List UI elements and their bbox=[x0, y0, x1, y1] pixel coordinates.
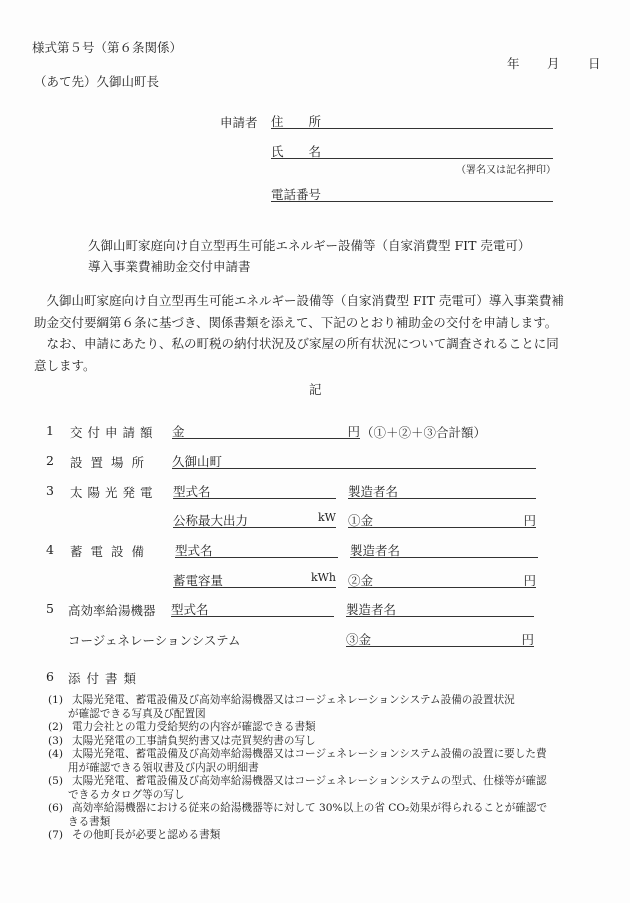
item3-number: 3 bbox=[46, 483, 54, 498]
attachment-number: (5) bbox=[48, 775, 64, 787]
solar-maker-label: 製造者名 bbox=[348, 484, 399, 499]
item4-number: 4 bbox=[46, 542, 54, 557]
attachment-item bbox=[48, 721, 618, 735]
grant-amount-note: （①＋②＋③合計額） bbox=[361, 425, 487, 440]
solar-maker-field[interactable] bbox=[348, 482, 536, 499]
attachment-text: 高効率給湯機器における従来の給湯機器等に対して 30%以上の省 CO₂効果が得られることが確認で bbox=[72, 802, 548, 814]
title-line2: 導入事業費補助金交付申請書 bbox=[88, 259, 251, 274]
attachment-number: (1) bbox=[48, 694, 64, 706]
solar-amount-label: ①金 bbox=[348, 513, 374, 528]
waterheater-amount-field[interactable] bbox=[346, 630, 534, 647]
item2-label: 設置場所 bbox=[70, 455, 153, 470]
date-day-label: 日 bbox=[588, 56, 601, 71]
item5-label: 高効率給湯機器 bbox=[68, 603, 156, 618]
attachment-text: 太陽光発電の工事請負契約書又は売買契約書の写し bbox=[72, 734, 316, 747]
battery-capacity-unit: kWh bbox=[310, 571, 336, 584]
battery-amount-field[interactable] bbox=[348, 571, 536, 588]
address-label: 住 所 bbox=[271, 114, 322, 129]
solar-amount-unit: 円 bbox=[523, 513, 536, 528]
attachment-continuation: が確認できる写真及び配置図 bbox=[68, 707, 206, 720]
date-month-label: 月 bbox=[547, 56, 560, 71]
battery-model-label: 型式名 bbox=[175, 543, 213, 558]
waterheater-model-label: 型式名 bbox=[171, 602, 209, 617]
attachment-continuation: きる書類 bbox=[68, 815, 111, 828]
attachments-heading: 添付書類 bbox=[68, 671, 143, 686]
attachment-text: 太陽光発電、蓄電設備及び高効率給湯機器又はコージェネレーションシステムの型式、仕様等が確認 bbox=[72, 775, 547, 787]
battery-capacity-field[interactable] bbox=[173, 571, 336, 588]
install-location-field[interactable] bbox=[172, 452, 536, 469]
grant-amount-unit: 円 bbox=[347, 424, 360, 439]
item5-number: 5 bbox=[46, 601, 54, 616]
item1-number: 1 bbox=[46, 423, 54, 438]
solar-output-label: 公称最大出力 bbox=[173, 513, 249, 528]
date-year-label: 年 bbox=[507, 56, 520, 71]
battery-amount-unit: 円 bbox=[523, 573, 536, 588]
body-para1-line2: 助金交付要綱第６条に基づき、関係書類を添えて、下記のとおり補助金の交付を申請します。 bbox=[34, 315, 558, 330]
phone-field[interactable] bbox=[271, 185, 553, 202]
install-location-value: 久御山町 bbox=[172, 454, 223, 469]
attachment-text: その他町長が必要と認める書類 bbox=[72, 829, 221, 841]
cogen-label: コージェネレーションシステム bbox=[68, 633, 241, 648]
signature-note: （署名又は記名押印） bbox=[456, 165, 556, 176]
attachment-item bbox=[48, 829, 618, 843]
battery-maker-label: 製造者名 bbox=[350, 543, 401, 558]
ki-marker: 記 bbox=[309, 382, 322, 397]
item2-number: 2 bbox=[46, 453, 54, 468]
name-field[interactable] bbox=[271, 142, 553, 159]
waterheater-maker-field[interactable] bbox=[346, 600, 534, 617]
attachment-text: 太陽光発電、蓄電設備及び高効率給湯機器又はコージェネレーションシステム設備の設置に要した費 bbox=[72, 748, 547, 760]
attachment-number: (3) bbox=[48, 734, 64, 747]
body-para2-line1: なお、申請にあたり、私の町税の納付状況及び家屋の所有状況について調査されることに同 bbox=[34, 336, 559, 351]
attachment-item bbox=[48, 775, 618, 789]
battery-model-field[interactable] bbox=[175, 541, 338, 558]
addressee: （あて先）久御山町長 bbox=[34, 74, 160, 89]
attachment-number: (6) bbox=[48, 802, 64, 814]
solar-output-field[interactable] bbox=[173, 511, 336, 528]
attachments-number: 6 bbox=[46, 669, 54, 684]
attachment-number: (4) bbox=[48, 748, 64, 760]
waterheater-maker-label: 製造者名 bbox=[346, 602, 397, 617]
attachment-continuation: できるカタログ等の写し bbox=[68, 788, 185, 801]
attachment-item bbox=[48, 748, 618, 762]
applicant-label: 申請者 bbox=[220, 115, 258, 130]
battery-amount-label: ②金 bbox=[348, 573, 374, 588]
grant-amount-field[interactable] bbox=[172, 422, 360, 439]
solar-output-unit: kW bbox=[318, 511, 336, 524]
attachment-list bbox=[48, 694, 618, 843]
attachment-item bbox=[48, 735, 618, 749]
item1-label: 交付申請額 bbox=[70, 425, 158, 440]
attachment-item bbox=[48, 694, 618, 708]
waterheater-amount-label: ③金 bbox=[346, 632, 372, 647]
attachment-item bbox=[48, 802, 618, 816]
body-para2-line2: 意します。 bbox=[34, 358, 96, 373]
waterheater-model-field[interactable] bbox=[171, 600, 334, 617]
grant-amount-prefix: 金 bbox=[172, 424, 185, 439]
title-line1: 久御山町家庭向け自立型再生可能エネルギー設備等（自家消費型 FIT 売電可） bbox=[88, 238, 531, 253]
body-para1-line1: 久御山町家庭向け自立型再生可能エネルギー設備等（自家消費型 FIT 売電可）導入事業費補 bbox=[34, 293, 564, 308]
item3-label: 太陽光発電 bbox=[70, 485, 158, 500]
attachment-continuation: 用が確認できる領収書及び内訳の明細書 bbox=[68, 761, 259, 774]
attachment-number: (2) bbox=[48, 721, 64, 733]
phone-label: 電話番号 bbox=[271, 187, 322, 202]
solar-model-label: 型式名 bbox=[173, 484, 211, 499]
item4-label: 蓄電設備 bbox=[70, 544, 153, 559]
battery-capacity-label: 蓄電容量 bbox=[173, 573, 224, 588]
address-field[interactable] bbox=[271, 112, 553, 129]
solar-model-field[interactable] bbox=[173, 482, 336, 499]
name-label: 氏 名 bbox=[271, 144, 322, 159]
body-paragraph-1 bbox=[34, 290, 612, 334]
attachment-number: (7) bbox=[48, 829, 64, 841]
waterheater-amount-unit: 円 bbox=[521, 632, 534, 647]
solar-amount-field[interactable] bbox=[348, 511, 536, 528]
body-paragraph-2 bbox=[34, 333, 612, 377]
battery-maker-field[interactable] bbox=[350, 541, 538, 558]
attachment-text: 電力会社との電力受給契約の内容が確認できる書類 bbox=[72, 721, 316, 733]
form-number: 様式第５号（第６条関係） bbox=[32, 40, 183, 55]
attachment-text: 太陽光発電、蓄電設備及び高効率給湯機器又はコージェネレーションシステム設備の設置状況 bbox=[72, 694, 515, 706]
